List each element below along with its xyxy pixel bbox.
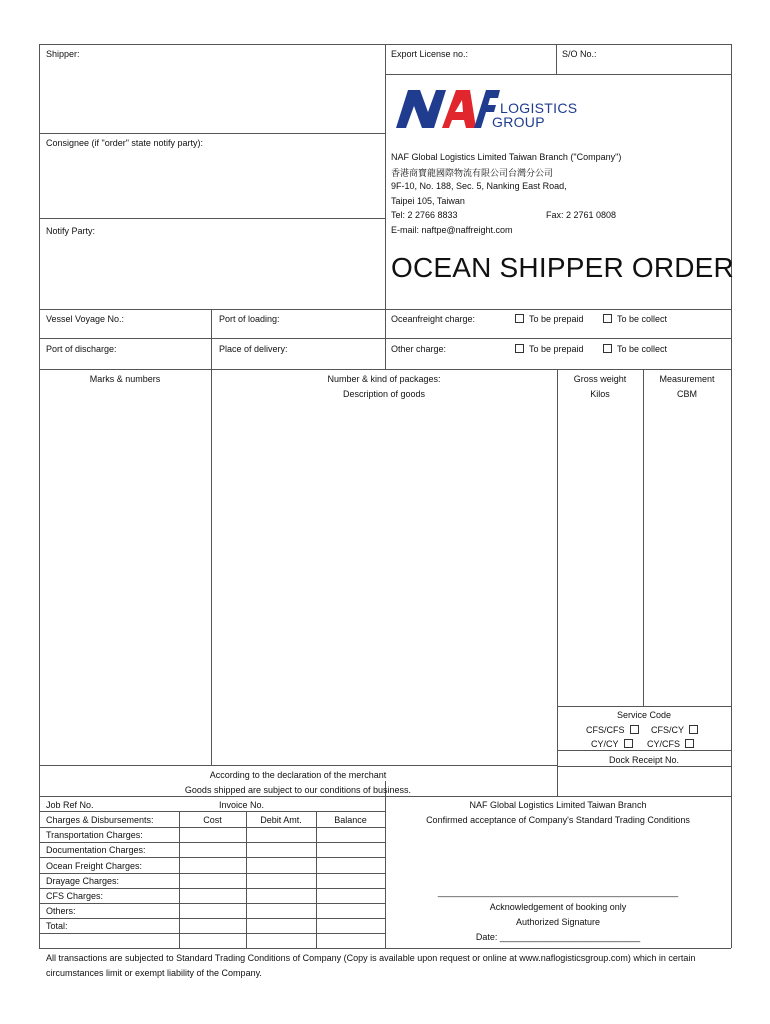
checkbox-icon[interactable] (630, 725, 639, 734)
checkbox-icon[interactable] (685, 739, 694, 748)
port-of-loading-label: Port of loading: (219, 314, 280, 324)
service-cfs-cy-option[interactable]: CFS/CY (651, 725, 698, 735)
acknowledgement-text: Acknowledgement of booking only (489, 902, 627, 912)
signature-line: ________________________________________________ (437, 887, 679, 897)
service-cfs-cfs-option[interactable]: CFS/CFS (586, 725, 639, 735)
company-address-2: Taipei 105, Taiwan (391, 196, 465, 206)
form-title: OCEAN SHIPPER ORDER (391, 252, 734, 283)
checkbox-icon[interactable] (515, 314, 524, 323)
company-chinese-name: 香港商寶龍國際物流有限公司台灣分公司 (391, 168, 554, 178)
job-ref-label: Job Ref No. (46, 800, 94, 810)
cost-header: Cost (203, 815, 222, 825)
logo-word-logistics: LOGISTICS (500, 100, 578, 116)
marks-numbers-header: Marks & numbers (89, 374, 161, 384)
logo-word-group: GROUP (492, 114, 545, 130)
service-code-label: Service Code (616, 710, 672, 720)
charge-row-label: Total: (46, 921, 68, 931)
disbursements-header: Charges & Disbursements: (46, 815, 154, 825)
charge-row-label: Drayage Charges: (46, 876, 120, 886)
authorized-signature-text: Authorized Signature (515, 917, 601, 927)
oceanfreight-collect-option[interactable]: To be collect (603, 314, 667, 324)
invoice-no-label: Invoice No. (219, 800, 265, 810)
checkbox-icon[interactable] (689, 725, 698, 734)
consignee-label: Consignee (if "order" state notify party): (46, 138, 203, 148)
dock-receipt-label: Dock Receipt No. (608, 755, 680, 765)
company-name: NAF Global Logistics Limited Taiwan Branch ("Company") (391, 152, 622, 162)
gross-weight-header: Gross weight (573, 374, 627, 384)
export-license-label: Export License no.: (391, 49, 469, 59)
kilos-header: Kilos (590, 389, 610, 399)
acceptance-confirmation-line: Confirmed acceptance of Company's Standard Trading Conditions (426, 815, 690, 825)
description-header: Description of goods (342, 389, 426, 399)
checkbox-icon[interactable] (603, 314, 612, 323)
vessel-voyage-label: Vessel Voyage No.: (46, 314, 125, 324)
packages-header: Number & kind of packages: (327, 374, 441, 384)
service-cy-cfs-option[interactable]: CY/CFS (647, 739, 694, 749)
so-number-label: S/O No.: (562, 49, 597, 59)
charge-row-label: CFS Charges: (46, 891, 104, 901)
checkbox-icon[interactable] (624, 739, 633, 748)
declaration-line-1: According to the declaration of the merchant (209, 770, 387, 780)
footer-terms: All transactions are subjected to Standard Trading Conditions of Company (Copy is available upon request or online at www.naflogisticsgroup.com) which in certain circumstances limit or exempt liability of the Company. (46, 953, 696, 978)
service-cy-cy-option[interactable]: CY/CY (591, 739, 633, 749)
date-field: Date: ____________________________ (475, 932, 641, 942)
debit-amount-header: Debit Amt. (260, 815, 302, 825)
place-of-delivery-label: Place of delivery: (219, 344, 288, 354)
measurement-header: Measurement (659, 374, 715, 384)
balance-header: Balance (334, 815, 367, 825)
declaration-line-2: Goods shipped are subject to our conditions of business. (184, 785, 412, 795)
acceptance-company-line: NAF Global Logistics Limited Taiwan Branch (469, 800, 647, 810)
checkbox-icon[interactable] (515, 344, 524, 353)
charge-row-label: Transportation Charges: (46, 830, 143, 840)
port-of-discharge-label: Port of discharge: (46, 344, 117, 354)
charge-row-label: Documentation Charges: (46, 845, 146, 855)
oceanfreight-charge-label: Oceanfreight charge: (391, 314, 476, 324)
checkbox-icon[interactable] (603, 344, 612, 353)
oceanfreight-prepaid-option[interactable]: To be prepaid (515, 314, 584, 324)
shipper-label: Shipper: (46, 49, 80, 59)
charge-row-label: Others: (46, 906, 76, 916)
notify-party-label: Notify Party: (46, 226, 96, 236)
company-tel: Tel: 2 2766 8833 (391, 210, 458, 220)
cbm-header: CBM (677, 389, 697, 399)
other-charge-prepaid-option[interactable]: To be prepaid (515, 344, 584, 354)
other-charge-label: Other charge: (391, 344, 447, 354)
company-fax: Fax: 2 2761 0808 (546, 210, 617, 220)
company-email: E-mail: naftpe@naffreight.com (391, 225, 513, 235)
company-address-1: 9F-10, No. 188, Sec. 5, Nanking East Road, (391, 181, 567, 191)
other-charge-collect-option[interactable]: To be collect (603, 344, 667, 354)
charge-row-label: Ocean Freight Charges: (46, 861, 143, 871)
